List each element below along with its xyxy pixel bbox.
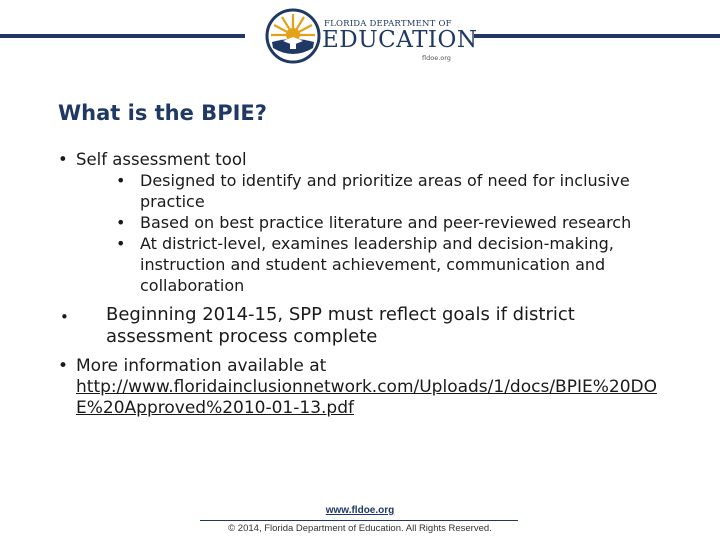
bullet-icon: • (116, 234, 126, 253)
bullet-icon: • (116, 213, 126, 232)
bpie-document-link[interactable]: http://www.floridainclusionnetwork.com/Uploads/1/docs/BPIE%20DOE%20Approved%2010-01-13.pdf (76, 377, 657, 418)
sub-bullet-item (116, 233, 670, 296)
bullet-icon: • (58, 150, 68, 169)
bullet-text: More information available at (76, 356, 327, 376)
bullet-icon: • (58, 356, 69, 376)
slide-title: What is the BPIE? (58, 101, 267, 125)
sub-bullet-text: At district-level, examines leadership and decision-making, instruction and student achievement, communication and collaboration (140, 234, 614, 295)
footer-divider (200, 520, 518, 521)
logo-text-line1: FLORIDA DEPARTMENT OF (324, 19, 452, 29)
logo-text-url: fldoe.org (422, 54, 451, 62)
sub-bullet-item (116, 170, 670, 212)
bullet-text: Beginning 2014-15, SPP must reflect goals if district assessment process complete (106, 304, 575, 347)
bullet-item (58, 304, 670, 348)
slide-body (58, 150, 670, 419)
bullet-text: Self assessment tool (76, 150, 247, 169)
logo-text-education: EDUCATION (322, 27, 478, 53)
footer-copyright: © 2014, Florida Department of Education. All Rights Reserved. (228, 523, 492, 534)
bullet-icon: • (60, 308, 69, 326)
header-rule-right (474, 34, 720, 38)
bullet-icon: • (116, 171, 126, 190)
bullet-item (58, 150, 670, 170)
florida-seal-icon (265, 8, 321, 64)
sub-bullet-text: Based on best practice literature and peer-reviewed research (140, 213, 632, 232)
footer-website-link[interactable]: www.fldoe.org (325, 505, 395, 516)
sub-bullet-text: Designed to identify and prioritize areas of need for inclusive practice (140, 171, 630, 211)
sub-bullet-item (116, 212, 670, 233)
header-rule-left (0, 34, 245, 38)
bullet-item (58, 356, 670, 419)
fldoe-logo[interactable] (262, 8, 478, 62)
